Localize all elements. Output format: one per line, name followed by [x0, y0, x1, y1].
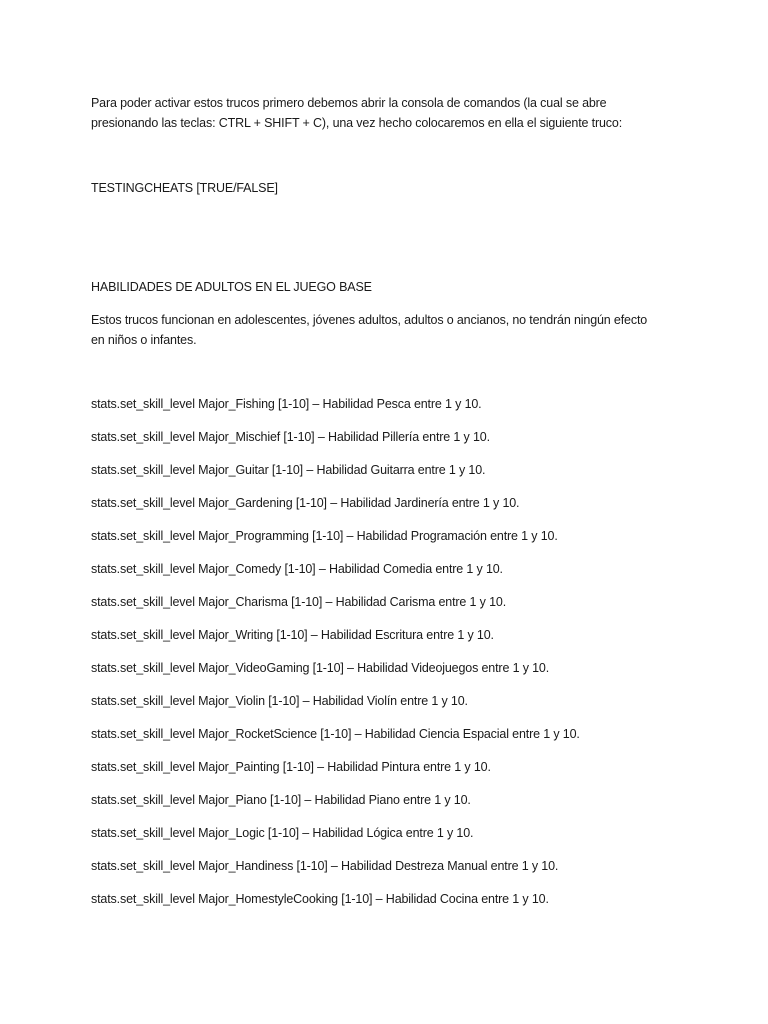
description-paragraph: [91, 310, 647, 350]
description-line-2: en niños o infantes.: [91, 333, 197, 347]
description-line-1: Estos trucos funcionan en adolescentes, jóvenes adultos, adultos o ancianos, no tendrán ningún efecto: [91, 313, 648, 327]
cheat-item-handiness: stats.set_skill_level Major_Handiness [1-10] – Habilidad Destreza Manual entre 1 y 10.: [91, 859, 559, 873]
section-heading: HABILIDADES DE ADULTOS EN EL JUEGO BASE: [91, 280, 372, 294]
cheat-item-comedy: stats.set_skill_level Major_Comedy [1-10] – Habilidad Comedia entre 1 y 10.: [91, 562, 503, 576]
cheat-item-logic: stats.set_skill_level Major_Logic [1-10] – Habilidad Lógica entre 1 y 10.: [91, 826, 474, 840]
intro-paragraph: [91, 93, 622, 133]
intro-line-1: Para poder activar estos trucos primero debemos abrir la consola de comandos (la cual se abre: [91, 96, 607, 110]
cheat-item-programming: stats.set_skill_level Major_Programming [1-10] – Habilidad Programación entre 1 y 10.: [91, 529, 558, 543]
cheat-item-fishing: stats.set_skill_level Major_Fishing [1-10] – Habilidad Pesca entre 1 y 10.: [91, 397, 482, 411]
testingcheats-command: TESTINGCHEATS [TRUE/FALSE]: [91, 181, 278, 195]
cheat-item-gardening: stats.set_skill_level Major_Gardening [1-10] – Habilidad Jardinería entre 1 y 10.: [91, 496, 520, 510]
cheat-item-videogaming: stats.set_skill_level Major_VideoGaming [1-10] – Habilidad Videojuegos entre 1 y 10.: [91, 661, 550, 675]
intro-line-2: presionando las teclas: CTRL + SHIFT + C), una vez hecho colocaremos en ella el siguiente truco:: [91, 116, 623, 130]
cheat-item-charisma: stats.set_skill_level Major_Charisma [1-10] – Habilidad Carisma entre 1 y 10.: [91, 595, 507, 609]
cheat-item-guitar: stats.set_skill_level Major_Guitar [1-10] – Habilidad Guitarra entre 1 y 10.: [91, 463, 486, 477]
cheat-item-piano: stats.set_skill_level Major_Piano [1-10] – Habilidad Piano entre 1 y 10.: [91, 793, 471, 807]
cheat-item-violin: stats.set_skill_level Major_Violin [1-10] – Habilidad Violín entre 1 y 10.: [91, 694, 468, 708]
cheat-item-rocketscience: stats.set_skill_level Major_RocketScience [1-10] – Habilidad Ciencia Espacial entre 1 y 10.: [91, 727, 580, 741]
cheat-list: [91, 394, 580, 922]
cheat-item-mischief: stats.set_skill_level Major_Mischief [1-10] – Habilidad Pillería entre 1 y 10.: [91, 430, 490, 444]
cheat-item-painting: stats.set_skill_level Major_Painting [1-10] – Habilidad Pintura entre 1 y 10.: [91, 760, 491, 774]
cheat-item-writing: stats.set_skill_level Major_Writing [1-10] – Habilidad Escritura entre 1 y 10.: [91, 628, 494, 642]
cheat-item-homestylecooking: stats.set_skill_level Major_HomestyleCooking [1-10] – Habilidad Cocina entre 1 y 10.: [91, 892, 549, 906]
